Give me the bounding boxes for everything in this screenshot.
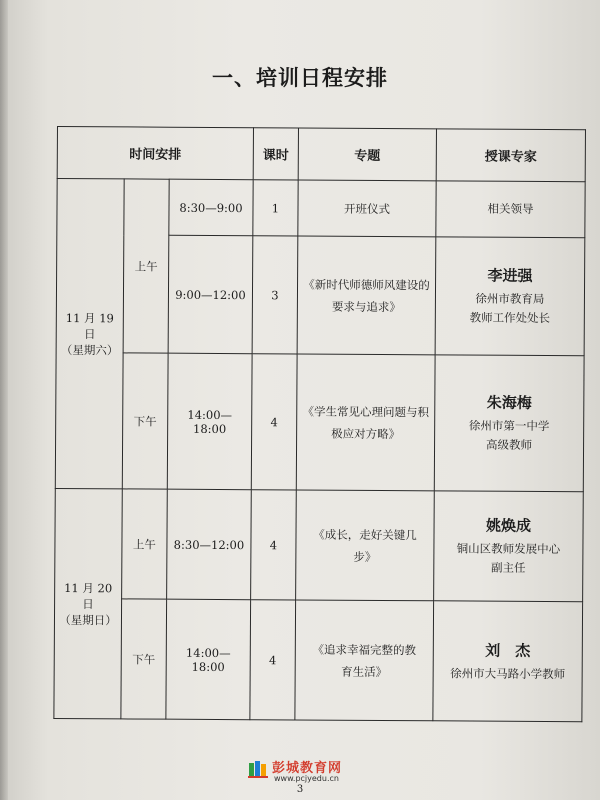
session-pm: 下午: [122, 353, 168, 489]
expert-affiliation: 教师工作处处长: [469, 310, 551, 326]
expert-name: 李进强: [487, 266, 533, 285]
expert-name: 刘 杰: [485, 641, 531, 660]
site-watermark: [248, 757, 368, 785]
session-pm: 下午: [121, 599, 167, 719]
topic-line: 要求与追求》: [331, 299, 401, 314]
day-weekday: （星期六）: [60, 342, 119, 357]
watermark-name: 彭城教育网: [272, 761, 343, 776]
hours-cell: 4: [250, 600, 296, 720]
time-slot: 14:00—18:00: [167, 353, 252, 490]
expert-affiliation: 徐州市大马路小学教师: [450, 665, 566, 681]
hours-cell: 4: [251, 490, 297, 600]
time-slot: 8:30—12:00: [167, 489, 252, 600]
topic-line: 《新时代师德师风建设的: [303, 277, 430, 292]
expert-cell: [434, 355, 584, 492]
schedule-table: [53, 126, 586, 722]
book-logo-icon: [248, 759, 270, 779]
topic-line: 《追求幸福完整的教: [312, 642, 417, 657]
topic-line: 开班仪式: [343, 201, 391, 216]
topic-cell: [296, 490, 435, 601]
expert-affiliation: 徐州市教育局: [475, 291, 545, 306]
day-date: 11 月 19 日: [65, 310, 114, 341]
expert-affiliation: 铜山区教师发展中心: [456, 541, 561, 557]
topic-line: 极应对方略》: [331, 426, 401, 441]
expert-cell: [434, 491, 584, 602]
hours-cell: 1: [253, 180, 298, 236]
time-slot: 14:00—18:00: [166, 599, 251, 720]
topic-line: 步》: [353, 549, 377, 564]
topic-cell: [297, 236, 436, 355]
page-binding-edge: [0, 0, 8, 800]
day-date: 11 月 20 日: [64, 580, 113, 611]
topic-line: 《成长，走好关键几: [313, 527, 417, 542]
table-header-row: [57, 127, 585, 182]
table-row: [55, 352, 584, 491]
watermark-url: www.pcjyedu.cn: [274, 774, 339, 783]
topic-line: 育生活》: [341, 664, 388, 679]
day-cell: [55, 179, 124, 489]
hours-cell: 3: [252, 236, 298, 354]
header-topic: 专题: [298, 128, 436, 181]
topic-cell: [296, 354, 435, 491]
topic-cell: [295, 600, 434, 721]
day-weekday: （星期日）: [59, 612, 117, 627]
expert-affiliation: 副主任: [491, 560, 526, 575]
topic-line: 《学生常见心理问题与积: [302, 404, 430, 419]
expert-cell: [433, 601, 583, 722]
time-slot: 9:00—12:00: [168, 235, 253, 354]
session-am: 上午: [123, 179, 169, 353]
expert-affiliation: 相关领导: [487, 201, 534, 216]
header-hours: 课时: [253, 128, 298, 180]
expert-cell: [435, 237, 585, 356]
table-row: [57, 179, 585, 238]
page-number: 3: [296, 784, 304, 795]
expert-cell: [436, 181, 585, 238]
topic-cell: [298, 180, 436, 237]
expert-affiliation: 高级教师: [486, 437, 533, 452]
table-row: [54, 598, 583, 721]
time-slot: 8:30—9:00: [169, 179, 253, 236]
expert-affiliation: 徐州市第一中学: [468, 418, 550, 434]
table-row: [55, 488, 584, 601]
page-title: 一、培训日程安排: [212, 66, 388, 90]
expert-name: 朱海梅: [486, 393, 532, 412]
session-am: 上午: [122, 489, 168, 599]
header-time: 时间安排: [57, 127, 253, 180]
header-expert: 授课专家: [436, 129, 585, 182]
day-cell: [54, 488, 122, 718]
expert-name: 姚焕成: [485, 516, 532, 535]
hours-cell: 4: [251, 354, 297, 490]
